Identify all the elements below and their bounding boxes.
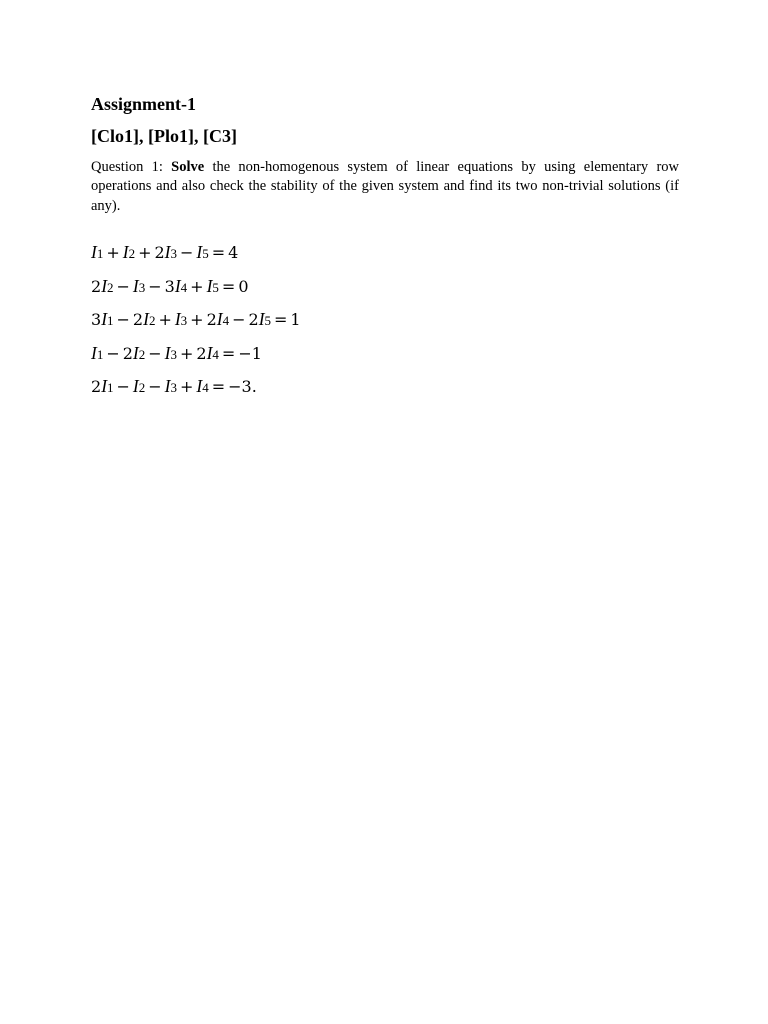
coefficient: 2 [206,310,217,329]
variable: I [143,309,149,329]
constant: −1 [238,343,262,363]
variable: I [101,376,108,396]
assignment-title: Assignment-1 [91,94,197,114]
outcome-tags: [Clo1], [Plo1], [C3] [91,126,237,146]
coefficient: 2 [91,377,102,396]
variable: I [206,342,213,363]
coefficient: 3 [164,276,175,296]
coefficient: 2 [132,310,144,329]
variable: I [216,309,223,329]
variable: I [174,309,181,329]
operator: + [190,310,204,329]
constant: 4 [228,243,239,262]
operator: + [179,377,194,396]
equation-5 [91,375,301,409]
constant: −3. [228,377,257,396]
coefficient: 3 [91,310,102,329]
variable: I [91,342,97,363]
variable: I [132,342,139,363]
operator: + [138,243,152,262]
variable-subscript: 4 [222,313,230,328]
variable: I [132,275,139,296]
operator: = [274,310,288,329]
question-1-text [91,158,679,216]
variable-subscript: 5 [202,246,209,261]
equation-1 [91,241,301,275]
variable-subscript: 2 [138,380,146,395]
operator: − [148,276,162,296]
variable: I [132,376,139,396]
variable: I [101,275,108,296]
variable-subscript: 1 [96,346,104,362]
variable: I [101,309,108,329]
variable-subscript: 5 [264,313,272,328]
variable-subscript: 1 [107,313,114,328]
variable-subscript: 2 [148,313,156,328]
variable-subscript: 5 [212,279,219,295]
variable: I [206,275,213,296]
operator: − [116,377,130,396]
variable-subscript: 4 [180,279,188,295]
question-emphasis: Solve [171,159,205,175]
operator: − [116,276,130,296]
variable-subscript: 2 [128,246,136,261]
variable: I [196,242,203,262]
operator: − [106,343,120,363]
variable: I [196,376,203,396]
coefficient: 2 [196,343,207,363]
variable-subscript: 3 [180,313,188,328]
operator: − [179,243,194,262]
variable-subscript: 3 [170,346,177,362]
variable: I [164,242,171,262]
coefficient: 2 [154,243,165,262]
question-label: Question 1: [91,159,172,175]
variable: I [91,242,97,262]
variable-subscript: 1 [107,380,114,395]
operator: − [148,343,162,363]
operator: + [190,276,204,296]
operator: + [158,310,172,329]
constant: 1 [290,310,301,329]
variable-subscript: 4 [202,380,209,395]
coefficient: 2 [122,343,133,363]
variable-subscript: 3 [170,246,177,261]
variable: I [164,342,171,363]
coefficient: 2 [91,276,102,296]
equation-4 [91,342,301,376]
operator: − [116,310,130,329]
operator: = [221,343,236,363]
variable-subscript: 2 [138,346,146,362]
equation-system [91,241,301,409]
variable-subscript: 1 [96,246,104,261]
operator: + [179,343,194,363]
variable: I [122,242,129,262]
variable-subscript: 3 [138,279,146,295]
variable: I [258,309,265,329]
variable-subscript: 2 [107,279,114,295]
operator: − [232,310,246,329]
variable-subscript: 4 [212,346,219,362]
variable: I [174,275,181,296]
constant: 0 [238,276,249,296]
operator: = [221,276,236,296]
equation-2 [91,275,301,309]
operator: − [148,377,162,396]
question-body: the non-homogenous system of linear equations by using elementary row operations and also check the stability of the given system and find its two non-trivial solutions (if any). [91,159,679,214]
operator: = [211,377,226,396]
operator: = [211,243,226,262]
variable: I [164,376,171,396]
operator: + [106,243,120,262]
equation-3 [91,308,301,342]
coefficient: 2 [248,310,259,329]
variable-subscript: 3 [170,380,177,395]
